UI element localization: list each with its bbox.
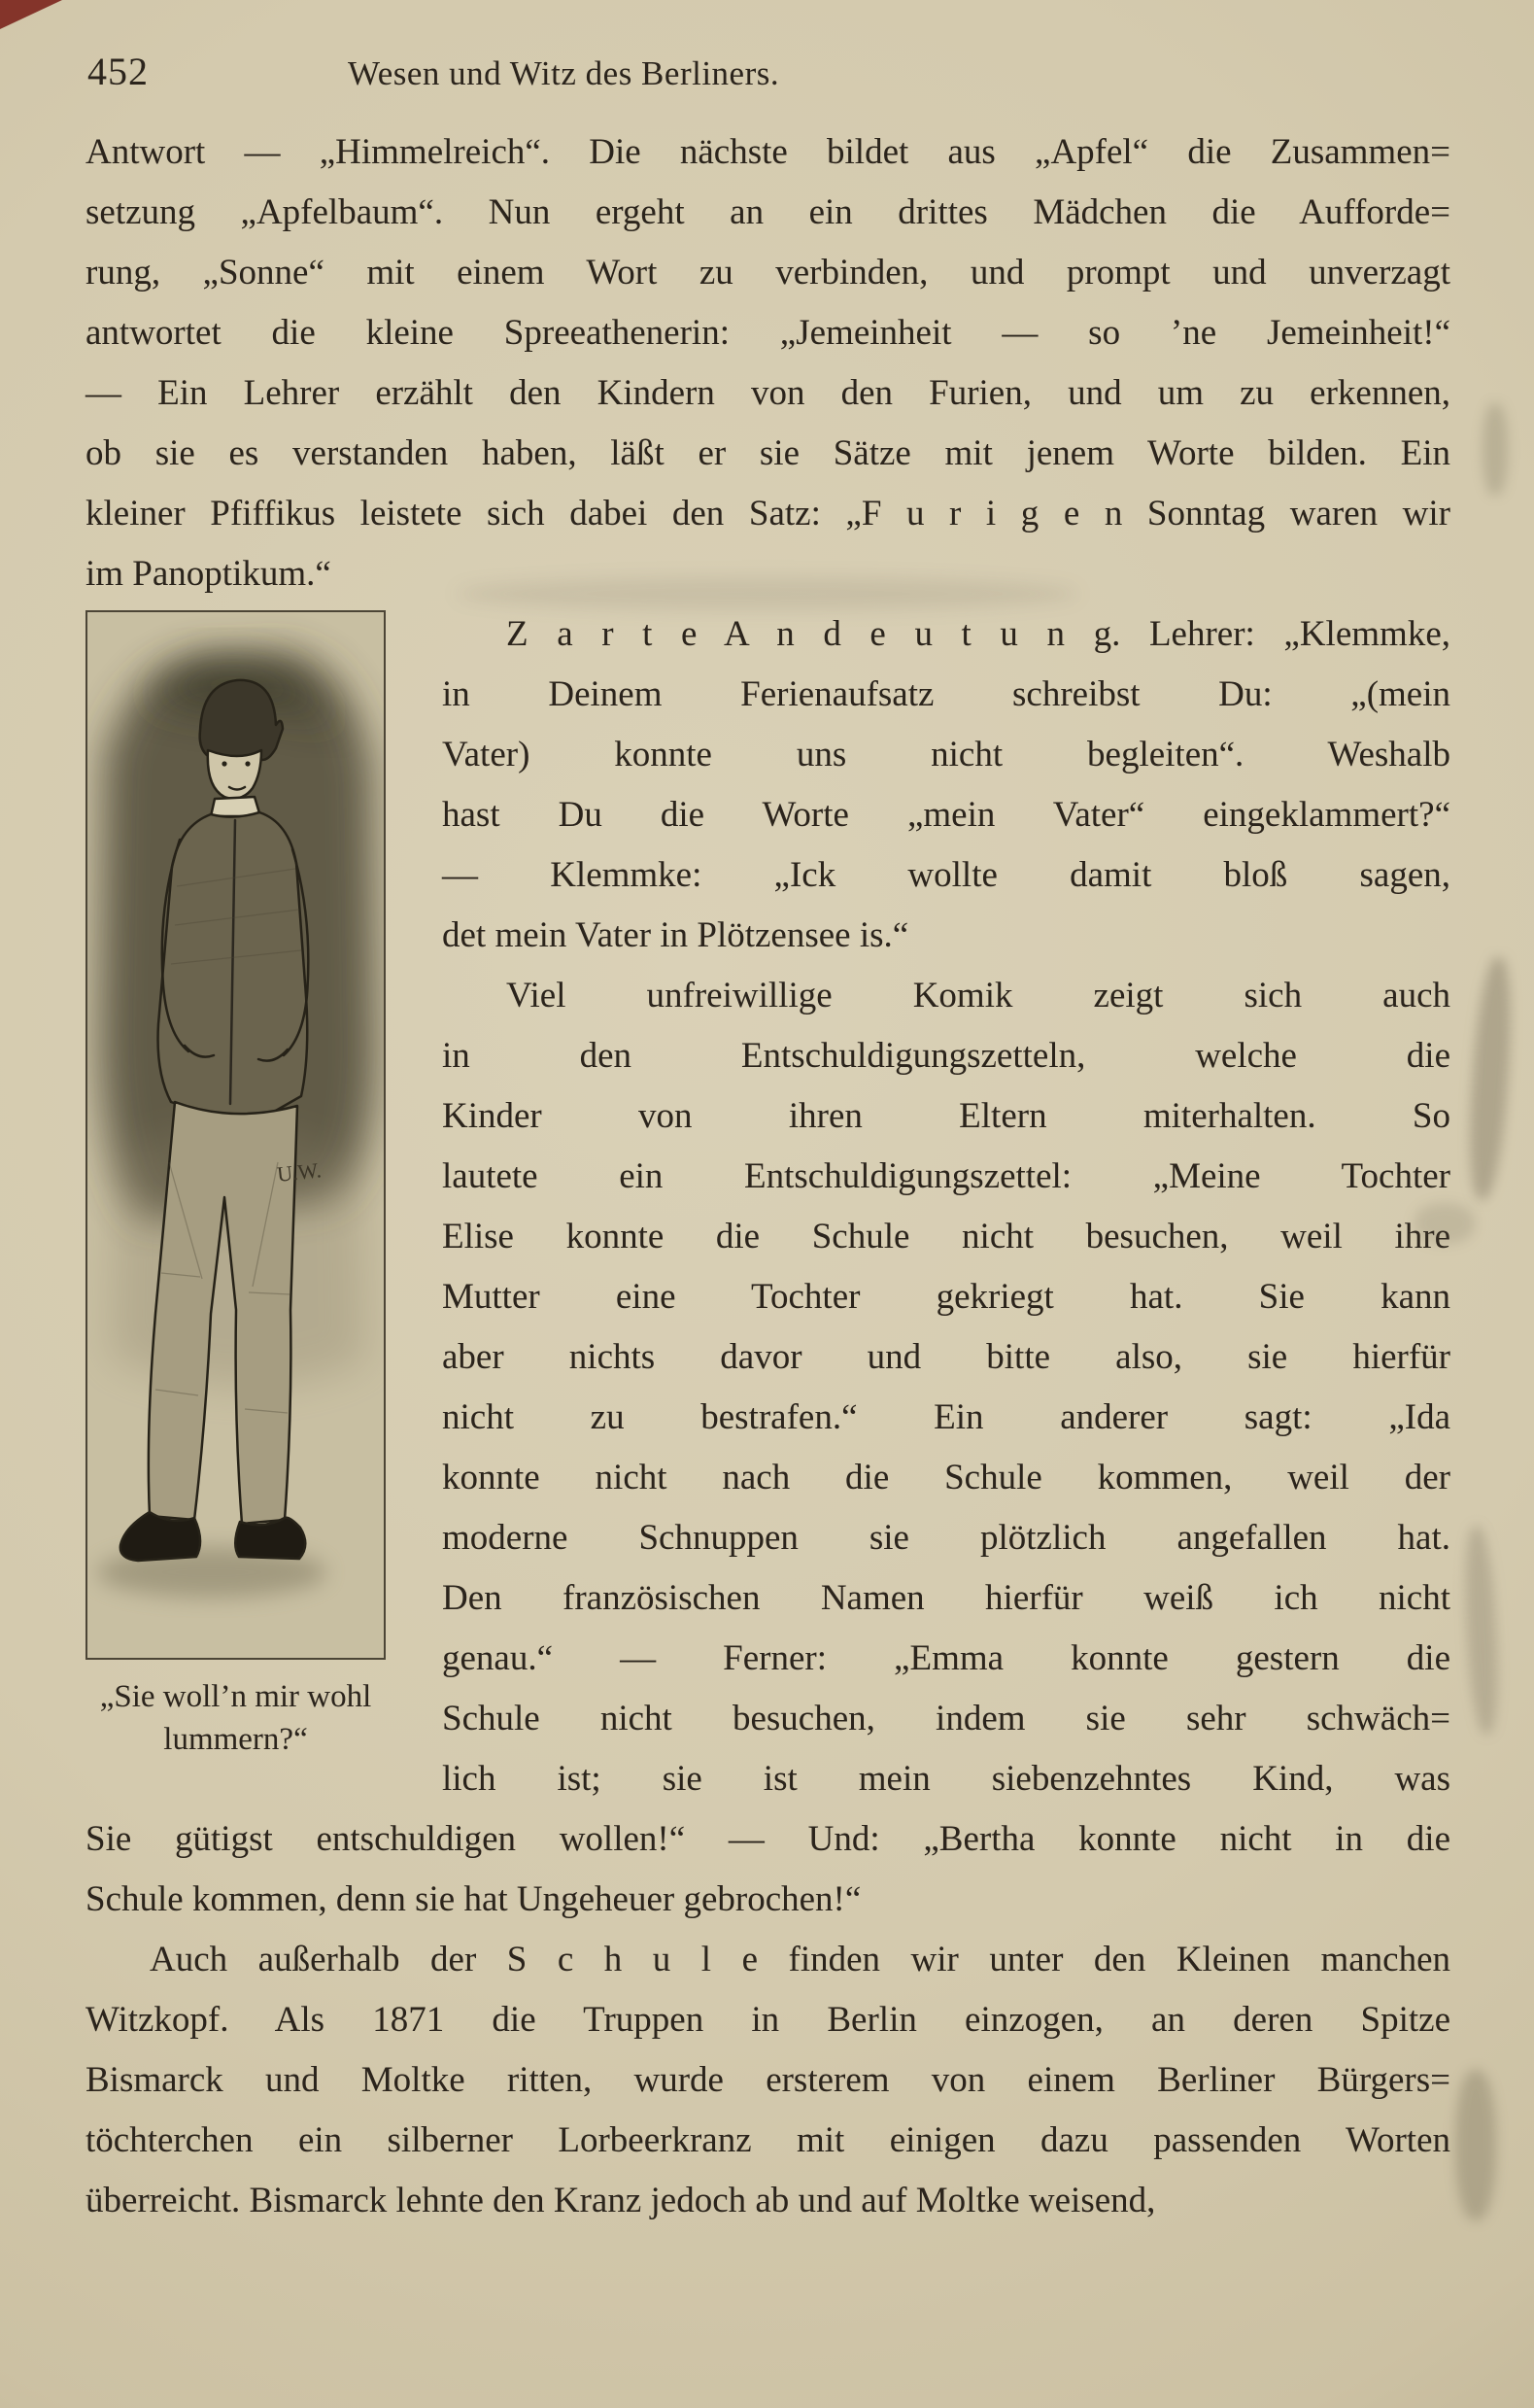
text-line: ob sie es verstanden haben, läßt er sie Sätze mit jenem Worte bilden. Ein <box>85 433 1450 473</box>
text-line: Elise konnte die Schule nicht besuchen, weil ihre <box>442 1217 1450 1256</box>
boy-illustration-image <box>87 612 384 1658</box>
text-line: Z a r t e A n d e u t u n g. Lehrer: „Klemmke, <box>506 614 1450 654</box>
boy-illustration <box>85 610 386 1660</box>
text-line: lich ist; sie ist mein siebenzehntes Kind, was <box>442 1759 1450 1799</box>
bleed-through-mark <box>1455 2070 1496 2220</box>
text-line: lautete ein Entschuldigungszettel: „Meine Tochter <box>442 1156 1450 1196</box>
text-line: im Panoptikum.“ <box>85 554 331 594</box>
text-line: lummern?“ <box>163 1722 308 1757</box>
text-line: moderne Schnuppen sie plötzlich angefallen hat. <box>442 1518 1450 1558</box>
text-line: überreicht. Bismarck lehnte den Kranz jedoch ab und auf Moltke weisend, <box>85 2181 1156 2220</box>
text-line: — Ein Lehrer erzählt den Kindern von den Furien, und um zu erkennen, <box>85 373 1450 413</box>
page-number: 452 <box>87 50 149 93</box>
text-line: rung, „Sonne“ mit einem Wort zu verbinden, und prompt und unverzagt <box>85 253 1450 292</box>
illustrator-signature: U.W. <box>275 1157 323 1187</box>
text-line: — Klemmke: „Ick wollte damit bloß sagen, <box>442 855 1450 895</box>
text-line: Antwort — „Himmelreich“. Die nächste bildet aus „Apfel“ die Zusammen= <box>85 132 1450 172</box>
text-line: Sie gütigst entschuldigen wollen!“ — Und: „Bertha konnte nicht in die <box>85 1819 1450 1859</box>
text-line: Schule nicht besuchen, indem sie sehr schwäch= <box>442 1699 1450 1738</box>
text-line: Mutter eine Tochter gekriegt hat. Sie kann <box>442 1277 1450 1317</box>
bleed-through-mark <box>1464 956 1516 1201</box>
text-line: Viel unfreiwillige Komik zeigt sich auch <box>506 976 1450 1015</box>
bleed-through-mark <box>1461 1525 1501 1735</box>
bleed-through-mark <box>1483 403 1508 496</box>
paragraph-1 <box>85 122 1450 604</box>
red-corner-mark <box>0 0 62 29</box>
text-line: Kinder von ihren Eltern miterhalten. So <box>442 1096 1450 1136</box>
text-line: Vater) konnte uns nicht begleiten“. Weshalb <box>442 735 1450 774</box>
text-line: in Deinem Ferienaufsatz schreibst Du: „(mein <box>442 674 1450 714</box>
text-line: Auch außerhalb der S c h u l e finden wir unter den Kleinen manchen <box>150 1940 1450 1979</box>
text-line: Witzkopf. Als 1871 die Truppen in Berlin einzogen, an deren Spitze <box>85 2000 1450 2040</box>
text-line: genau.“ — Ferner: „Emma konnte gestern die <box>442 1638 1450 1678</box>
text-line: nicht zu bestrafen.“ Ein anderer sagt: „Ida <box>442 1397 1450 1437</box>
text-line: hast Du die Worte „mein Vater“ eingeklammert?“ <box>442 795 1450 835</box>
text-line: Schule kommen, denn sie hat Ungeheuer gebrochen!“ <box>85 1879 862 1919</box>
text-line: konnte nicht nach die Schule kommen, weil der <box>442 1458 1450 1497</box>
text-line: Den französischen Namen hierfür weiß ich nicht <box>442 1578 1450 1618</box>
text-line: Bismarck und Moltke ritten, wurde ersterem von einem Berliner Bürgers= <box>85 2060 1450 2100</box>
paragraph-4 <box>85 1930 1450 2231</box>
text-line: kleiner Pfiffikus leistete sich dabei den Satz: „F u r i g e n Sonntag waren wir <box>85 494 1450 533</box>
illustration-figure <box>85 610 386 1761</box>
text-line: det mein Vater in Plötzensee is.“ <box>442 915 909 955</box>
text-line: antwortet die kleine Spreeathenerin: „Jemeinheit — so ’ne Jemeinheit!“ <box>85 313 1450 353</box>
figure-caption <box>85 1675 386 1761</box>
text-line: setzung „Apfelbaum“. Nun ergeht an ein drittes Mädchen die Aufforde= <box>85 192 1450 232</box>
text-line: töchterchen ein silberner Lorbeerkranz mit einigen dazu passenden Worten <box>85 2120 1450 2160</box>
text-line: in den Entschuldigungszetteln, welche die <box>442 1036 1450 1076</box>
running-title: Wesen und Witz des Berliners. <box>348 54 780 92</box>
text-line: „Sie woll’n mir wohl <box>99 1679 372 1714</box>
text-block <box>85 122 1450 2231</box>
text-line: aber nichts davor und bitte also, sie hierfür <box>442 1337 1450 1377</box>
